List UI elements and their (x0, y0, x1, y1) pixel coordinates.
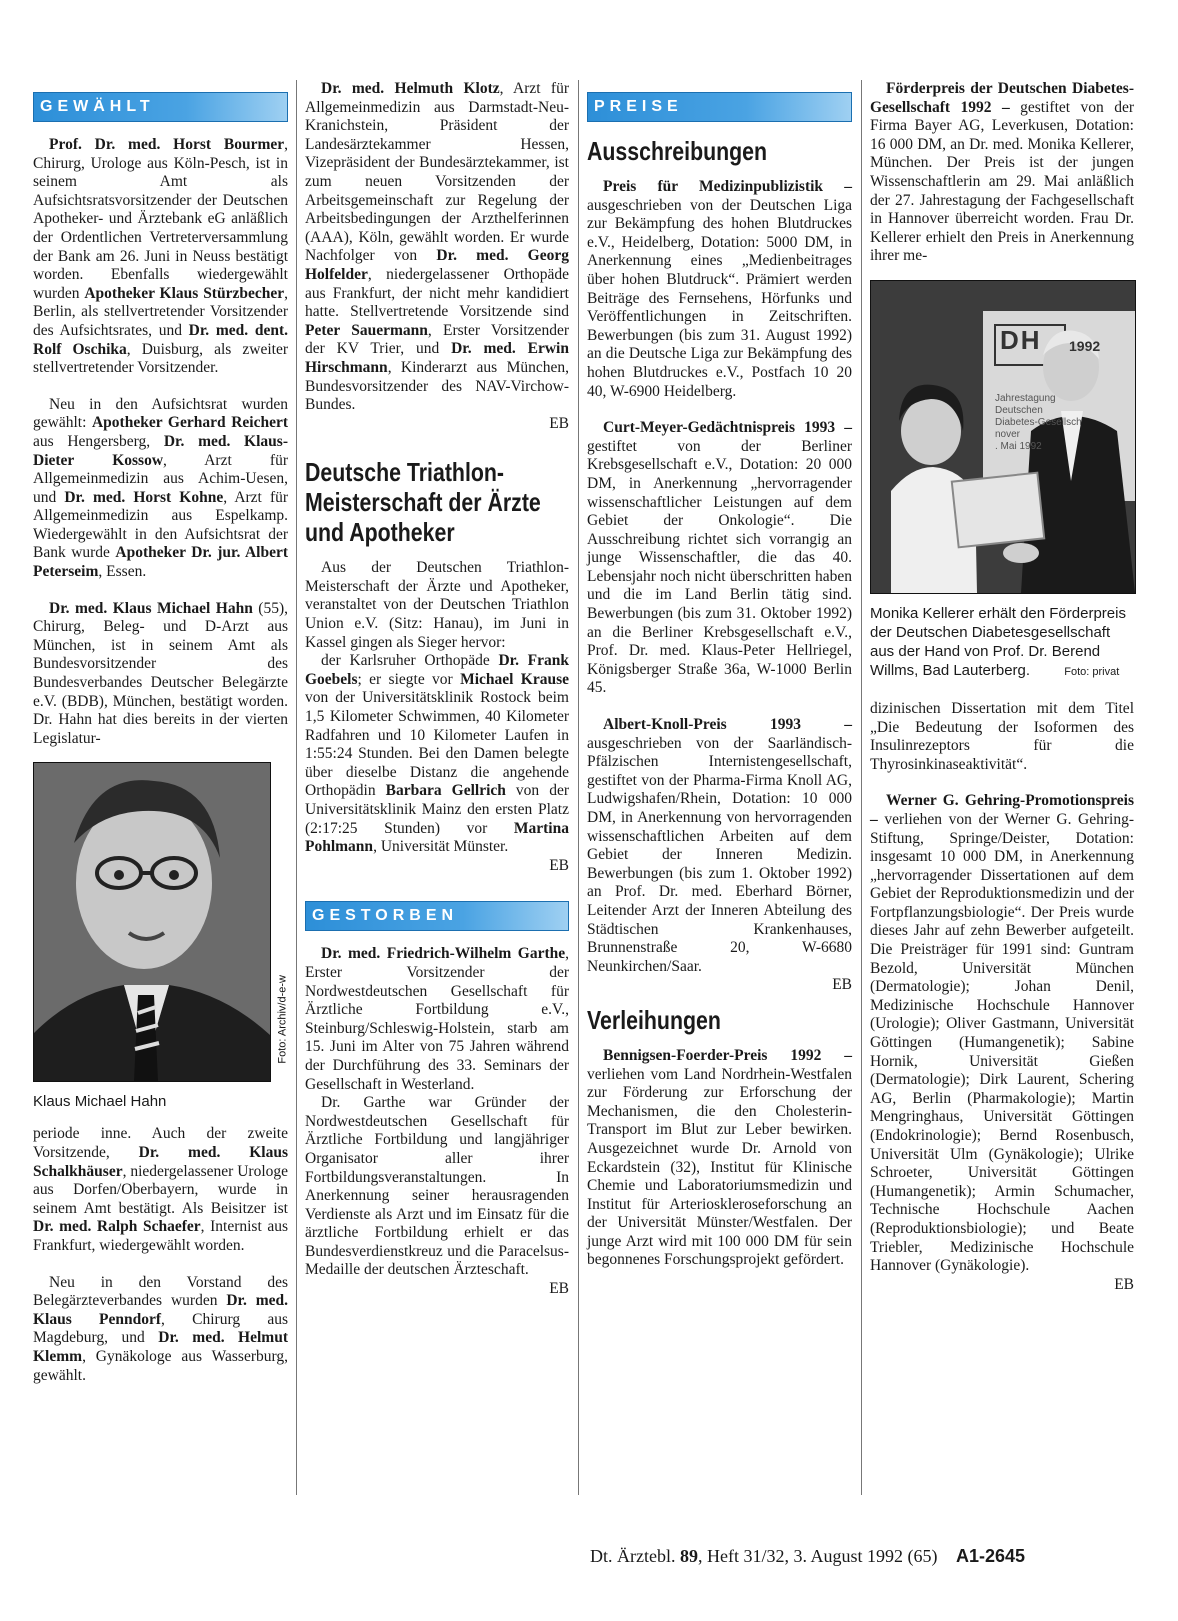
text-run: , Internist aus Frankfurt, wiedergewählt worden. (33, 1218, 288, 1254)
paragraph (33, 1125, 288, 1255)
bold-name: Dr. med. Ralph Schaefer (33, 1218, 201, 1236)
author-mark: EB (549, 856, 569, 874)
paragraph (587, 1047, 852, 1270)
text-run: , Universität Münster. (373, 838, 509, 856)
page-footer (590, 1546, 1140, 1567)
text-run: Neu in den Aufsichtsrat wurden gewählt: (33, 395, 288, 432)
bold-name: Dr. med. Helmut Klemm (33, 1329, 288, 1365)
paragraph (305, 1094, 569, 1280)
bold-name: Dr. med. Klaus Schalkhäuser (33, 1144, 288, 1180)
bold-name: Dr. Frank Goebels (305, 652, 569, 688)
bold-name: Werner G. Gehring-Promotionspreis – (870, 792, 1134, 828)
paragraph (305, 945, 569, 1094)
bold-name: Dr. med. Friedrich-Wilhelm Garthe (321, 945, 566, 963)
text-run: , Chirurg, Urologe aus Köln-Pesch, ist in seinem Amt als Aufsichtsratsvorsitzender der Deutschen Apotheker- und Ärztebank eG anläßlich der Ordentlichen Vertreterversammlung der Bank am 26. Juni in Neuss bestätigt worden. Ebenfalls wiedergewählt wurden (33, 136, 288, 302)
column-divider (578, 80, 579, 1495)
photo-credit: Foto: Archiv/d-e-w (274, 973, 293, 1066)
bold-name: Martina Pohlmann (305, 819, 569, 856)
bold-name: Preis für Medizinpublizistik – (603, 178, 852, 195)
section-headline-ausschreibungen: Ausschreibungen (587, 136, 768, 166)
text-run: aus Hengersberg, (33, 432, 164, 450)
paragraph (33, 396, 288, 582)
column-divider (861, 80, 862, 1495)
text-run: , Duisburg, als zweiter stellvertretender Vorsitzender. (33, 340, 288, 377)
paragraph (587, 419, 852, 698)
banner-text: Jahrestagung Deutschen Diabetes-Gesellsch nover . Mai 1992 (995, 392, 1082, 452)
paragraph (305, 559, 569, 652)
paragraph (33, 1274, 288, 1386)
paragraph (587, 178, 852, 401)
issue-info: , Heft 31/32, 3. August 1992 (65) (697, 1546, 938, 1566)
bold-name: Michael Krause (460, 670, 569, 688)
column-3 (587, 80, 852, 1270)
photo-caption (870, 604, 1134, 682)
bold-name: Dr. med. Georg Holfelder (305, 247, 569, 283)
section-header-gewaehlt: GEWÄHLT (33, 92, 288, 122)
paragraph (33, 600, 288, 749)
photo-caption: Klaus Michael Hahn (33, 1093, 167, 1111)
photo-credit: Foto: privat (1064, 665, 1120, 678)
author-mark: EB (1114, 1275, 1134, 1293)
column-2 (305, 80, 569, 1299)
text-run: , Erster Vorsitzender der KV Trier, und (305, 321, 569, 358)
text-run: (55), Chirurg, Beleg- und D-Arzt aus München, ist in seinem Amt als Bundesvorsitzender des Bundesverbandes Deutscher Belegärzte e.V. (BDB), München, bestätigt worden. Dr. Hahn hat dies bereits in der vierten Legislatur- (33, 599, 289, 747)
text-run: ausgeschrieben von der Deutschen Liga zur Bekämpfung des hohen Blutdruckes e.V., Heidelberg, Dotation: 5000 DM, in Anerkennung eines „Medienbeitrages über hohen Blutdruck“. Prämiert werden Beiträge des Fernsehens, Hörfunks und Veröffentlichungen in Zeitschriften. Bewerbungen (bis zum 31. August 1992) an die Deutsche Liga zur Bekämpfung des hohen Blutdruckes e.V., Postfach 10 20 40, W-6900 Heidelberg. (587, 196, 852, 400)
text-run: der Karlsruher Orthopäde (321, 652, 499, 670)
text-run: ausgeschrieben von der Saarländisch-Pfälzischen Internistengesellschaft, gestiftet von der Pharma-Firma Knoll AG, Ludwigshafen/Rhein, Dotation: 10 000 DM, in Anerkennung von hervorragenden wissenschaftlichen Arbeiten auf dem Gebiet der Inneren Medizin. Bewerbungen (bis zum 1. Oktober 1992) an Prof. Dr. med. Eberhard Börner, Leitender Arzt der Inneren Abteilung des Städtischen Krankenhauses, Brunnenstraße 20, W-6680 Neunkirchen/Saar. (587, 734, 852, 975)
author-mark: EB (549, 414, 569, 432)
text-run: , niedergelassener Orthopäde aus Frankfurt, der nicht mehr kandidiert hatte. Stellvertretende Vorsitzende sind (305, 265, 569, 321)
caption-text: Monika Kellerer erhält den Förderpreis der Deutschen Diabetesgesellschaft aus der Hand von Prof. Dr. Berend Willms, Bad Lauterberg. (870, 604, 1126, 679)
article-headline: Deutsche Triathlon-Meisterschaft der Ärzte und Apotheker (305, 457, 541, 548)
author-mark: EB (549, 1280, 569, 1298)
paragraph (305, 652, 569, 857)
dh-logo: DH (1000, 324, 1042, 355)
text-run: , Gynäkologe aus Wasserburg, gewählt. (33, 1347, 288, 1384)
text-run: gestiftet von der Berliner Krebsgesellschaft e.V., Dotation: 20 000 DM, in Anerkennung „hervorragender wissenschaftlicher Leistungen auf dem Gebiet der Onkologie“. Die Ausschreibung richtet sich vorrangig an junge Wissenschaftler, die das 40. Lebensjahr noch nicht überschritten haben und die im Land Berlin tätig sind. Bewerbungen (bis zum 31. Oktober 1992) an die Berliner Krebsgesellschaft e.V., Prof. Dr. med. Klaus-Peter Hellriegel, Königsberger Straße 36a, W-1000 Berlin 45. (587, 437, 852, 697)
bold-name: Dr. med. Horst Kohne (64, 488, 224, 506)
text-run: , Arzt für Allgemeinmedizin aus Espelkamp. Wiedergewählt in den Aufsichtsrat der Bank wurde (33, 488, 289, 562)
text-run: ; er siegte vor (357, 670, 461, 688)
bold-name: Förderpreis der Deutschen Diabetes-Gesellschaft 1992 – (870, 80, 1134, 116)
text-run: Neu in den Vorstand des Belegärzteverbandes wurden (33, 1273, 288, 1310)
bold-name: Barbara Gellrich (385, 782, 506, 800)
paragraph (870, 792, 1134, 1275)
text-run: verliehen von der Werner G. Gehring-Stiftung, Springe/Deister, Dotation: insgesamt 10 000 DM, in Anerkennung „hervorragender Dissertationen auf dem Gebiet der Reproduktionsmedizin und der Fortpflanzungsbiologie“. Der Preis wurde dieses Jahr auf zehn Bewerber aufgeteilt. Die Preisträger für 1991 sind: Guntram Bezold, Universität München (Dermatologie); Johan Denil, Medizinische Hochschule Hannover (Urologie); Oliver Gastmann, Universität Göttingen (Humangenetik); Sabine Hornik, Universität Gießen (Dermatologie); Dirk Laurent, Schering AG, Berlin (Pharmakologie); Martin Mengringhaus, Universität Göttingen (Endokrinologie); Bernd Rosenbusch, Universität Ulm (Gynäkologie); Ulrike Schroeter, Universität Göttingen (Humangenetik); Armin Schumacher, Technische Hochschule Aachen (Reproduktionsbiologie); und Beate Triebler, Medizinische Hochschule Hannover (Gynäkologie). (870, 810, 1134, 1275)
text-run: , Essen. (98, 563, 147, 581)
text-run: , Chirurg aus Magdeburg, und (33, 1310, 288, 1347)
text-run: , Erster Vorsitzender der Nordwestdeutschen Gesellschaft für Ärztliche Fortbildung e.V., Steinburg/Schleswig-Holstein, starb am 15. Juni im Alter von 75 Jahren während der Durchführung des 33. Seminars der Gesellschaft in Westerland. (305, 945, 569, 1093)
bold-name: Peter Sauermann (305, 321, 428, 339)
portrait-illustration (34, 763, 270, 1081)
column-divider (296, 80, 297, 1495)
journal-name: Dt. Ärztebl. (590, 1546, 676, 1566)
bold-name: Apotheker Dr. jur. Albert Peterseim (33, 544, 289, 581)
text-run: von der Universitätsklinik Rostock beim 1,5 Kilometer Schwimmen, 40 Kilometer Radfahren und 10 Kilometer Laufen in 1:55:24 Stunden. Bei den Damen belegte über dieselbe Distanz die angehende Orthopädin (305, 689, 569, 800)
bold-name: Bennigsen-Foerder-Preis 1992 – (603, 1046, 852, 1064)
section-header-preise: PREISE (587, 92, 852, 122)
section-header-gestorben: GESTORBEN (305, 901, 569, 931)
text-run: gestiftet von der Firma Bayer AG, Leverkusen, Dotation: 16 000 DM, an Dr. med. Monika Kellerer, München. Der Preis ist der jungen Wissenschaftlerin am 29. Mai anläßlich der 27. Jahrestagung der Fachgesellschaft in Hannover überreicht worden. Frau Dr. Kellerer erhielt den Preis in Anerkennung ihrer me- (870, 98, 1134, 265)
column-4 (870, 80, 1134, 1294)
bold-name: Dr. med. Erwin Hirschmann (305, 340, 569, 376)
dh-year: 1992 (1069, 337, 1101, 354)
bold-name: Apotheker Klaus Stürzbecher (84, 284, 285, 302)
author-mark: EB (832, 976, 852, 994)
text-run: verliehen vom Land Nordrhein-Westfalen zur Förderung zur Erforschung der Mechanismen, die den Cholesterin-Transport im Blut zur Leber bewirken. Ausgezeichnet wurde Dr. Arnold von Eckardstein (32), Institut für Klinische Chemie und Laboratoriumsmedizin und Institut für Arterioskleroseforschung an der Universität Münster/Westfalen. Der junge Arzt wird mit 100 000 DM für sein begonnenes Forschungsprojekt gefördert. (587, 1065, 852, 1269)
paragraph (870, 700, 1134, 774)
bold-name: Dr. med. dent. Rolf Oschika (33, 321, 288, 358)
bold-name: Albert-Knoll-Preis 1993 – (603, 716, 852, 734)
portrait-photo (33, 762, 289, 1082)
text-run: Aus der Deutschen Triathlon-Meisterschaft der Ärzte und Apotheker, veranstaltet von der Deutschen Triathlon Union e.V. (Sitz: Hanau), im Juni in Kassel gingen als Sieger hervor: (305, 559, 569, 651)
bold-name: Dr. med. Klaus-Dieter Kossow (33, 432, 288, 469)
text-run: , Kinderarzt aus München, Bundesvorsitzender des NAV-Virchow-Bundes. (305, 358, 569, 414)
text-run: , Arzt für Allgemeinmedizin aus Achim-Uesen, und (33, 451, 288, 506)
text-run: periode inne. Auch der zweite Vorsitzende, (33, 1125, 288, 1161)
paragraph (33, 136, 288, 378)
section-headline-verleihungen: Verleihungen (587, 1004, 721, 1035)
text-run: , niedergelassener Urologe aus Dorfen/Oberbayern, wurde in seinem Amt bestätigt. Als Beisitzer ist (33, 1162, 289, 1217)
column-1 (33, 80, 288, 1385)
text-run: , Arzt für Allgemeinmedizin aus Darmstadt-Neu-Kranichstein, Präsident der Landesärztekammer Hessen, Vizepräsident der Bundesärztekammer, ist zum neuen Vorsitzenden der Arbeitsgemeinschaft zur Regelung der Arbeitsbedingungen der Arzthelferinnen (AAA), Köln, gewählt worden. Er wurde Nachfolger von (305, 80, 569, 265)
bold-name: Apotheker Gerhard Reichert (91, 414, 289, 432)
paragraph (587, 716, 852, 976)
bold-name: Dr. med. Klaus Penndorf (33, 1292, 288, 1328)
text-run: dizinischen Dissertation mit dem Titel „Die Bedeutung der Isoformen des Insulinrezeptors für die Thyrosinkinaseaktivität“. (870, 699, 1134, 773)
paragraph (870, 80, 1134, 266)
bold-name: Dr. med. Helmuth Klotz (321, 80, 500, 97)
bold-name: Curt-Meyer-Gedächtnispreis 1993 – (603, 419, 852, 437)
bold-name: Dr. med. Klaus Michael Hahn (49, 599, 253, 617)
volume-number: 89 (679, 1546, 698, 1566)
text-run: Dr. Garthe war Gründer der Nordwestdeutschen Gesellschaft für Ärztliche Fortbildung und langjähriger Organisator aller ihrer Fortbildungsveranstaltungen. In Anerkennung seiner herausragenden Verdienste als Arzt und im Einsatz für die ärztliche Fortbildung erhielt er das Bundesverdienstkreuz und die Paracelsus-Medaille der deutschen Ärzteschaft. (305, 1094, 569, 1279)
text-run: von der Universitätsklinik Mainz den ersten Platz (2:17:25 Stunden) vor (305, 782, 570, 837)
award-photo (870, 280, 1136, 594)
text-run: , Berlin, als stellvertretender Vorsitzender des Aufsichtsrates, und (33, 284, 288, 339)
page-number: A1-2645 (955, 1546, 1026, 1566)
bold-name: Prof. Dr. med. Horst Bourmer (49, 136, 285, 153)
paragraph (305, 80, 569, 415)
